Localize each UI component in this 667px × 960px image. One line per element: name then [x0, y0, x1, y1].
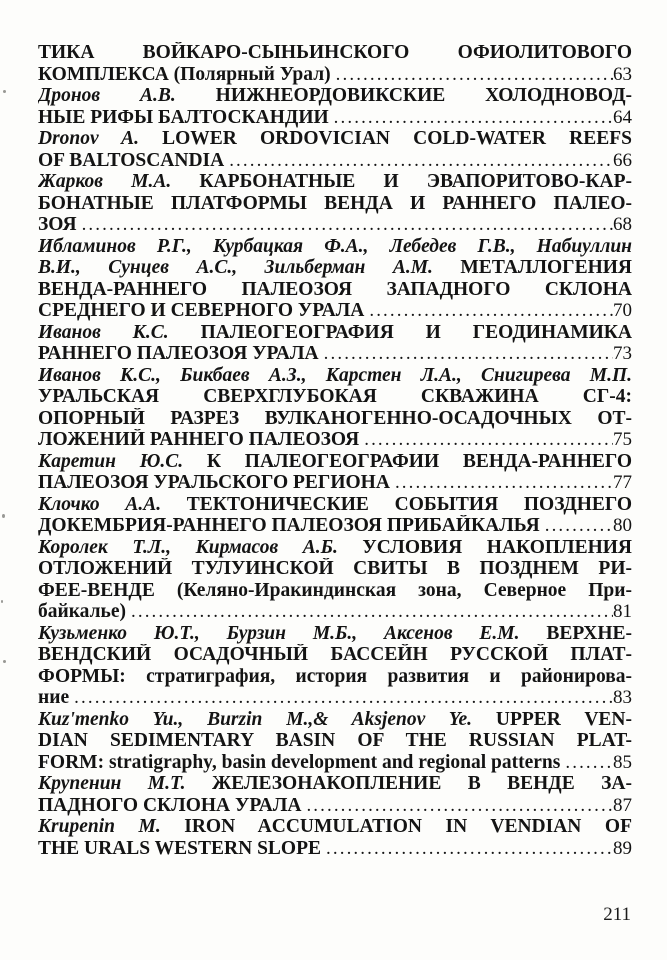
entry-title: ВЕРХНЕ-	[546, 622, 632, 644]
entry-title: ТЕКТОНИЧЕСКИЕ СОБЫТИЯ ПОЗДНЕГО	[186, 493, 632, 515]
toc-line	[38, 644, 632, 666]
entry-title: УСЛОВИЯ НАКОПЛЕНИЯ	[362, 536, 632, 558]
toc-line-text	[38, 730, 632, 751]
entry-authors: Ибламинов Р.Г., Курбацкая Ф.А., Лебедев Г.В., Набиуллин	[38, 235, 632, 257]
toc-line-text	[38, 128, 632, 149]
dot-leader	[565, 752, 613, 774]
dot-leader	[334, 107, 613, 129]
toc-line-text	[38, 429, 359, 451]
toc-line-text	[38, 666, 632, 687]
dot-leader	[229, 150, 613, 172]
toc-line	[38, 107, 632, 129]
entry-title: ВЕНДСКИЙ ОСАДОЧНЫЙ БАССЕЙН РУССКОЙ ПЛАТ-	[38, 644, 632, 665]
toc-line	[38, 752, 632, 774]
toc-line-text	[38, 494, 632, 515]
entry-title: LOWER ORDOVICIAN COLD-WATER REEFS	[162, 128, 632, 149]
toc-line-text	[38, 472, 390, 494]
dot-leader	[324, 343, 613, 365]
toc-line	[38, 773, 632, 795]
toc-line-text	[38, 365, 632, 386]
toc-entry	[38, 709, 632, 774]
entry-page-number: 81	[613, 601, 632, 622]
entry-authors: Королек Т.Л., Кирмасов А.Б.	[38, 536, 338, 558]
entry-page-number: 63	[613, 63, 632, 85]
toc-line-text	[38, 773, 632, 794]
toc-line	[38, 838, 632, 860]
toc-line-text	[38, 537, 632, 558]
entry-subtitle: стратиграфия, история развития и районирова-	[146, 665, 632, 687]
toc-line-text	[38, 816, 632, 837]
toc-line-text	[38, 795, 301, 817]
toc-line	[38, 408, 632, 430]
toc-entry	[38, 816, 632, 859]
entry-page-number: 87	[613, 794, 632, 816]
entry-title: КАРБОНАТНЫЕ И ЭВАПОРИТОВО-КАР-	[199, 171, 632, 192]
scan-speck	[3, 660, 6, 663]
toc-line	[38, 300, 632, 322]
entry-page-number: 64	[613, 106, 632, 128]
entry-page-number: 80	[613, 515, 632, 536]
entry-title: ОПОРНЫЙ РАЗРЕЗ ВУЛКАНОГЕННО-ОСАДОЧНЫХ ОТ-	[38, 407, 632, 429]
entry-title: THE URALS WESTERN SLOPE	[38, 837, 322, 859]
entry-title: РАННЕГО ПАЛЕОЗОЯ УРАЛА	[38, 343, 319, 364]
toc-line	[38, 128, 632, 150]
entry-title: ТИКА ВОЙКАРО-СЫНЬИНСКОГО ОФИОЛИТОВОГО	[38, 42, 632, 63]
entry-title: УРАЛЬСКАЯ СВЕРХГЛУБОКАЯ СКВАЖИНА СГ-4:	[38, 386, 632, 407]
toc-line-text	[38, 580, 632, 601]
toc-entry	[38, 85, 632, 128]
entry-page-number: 83	[613, 687, 632, 708]
toc-line	[38, 601, 632, 623]
toc-line-text	[38, 515, 540, 537]
entry-authors: Иванов К.С.	[38, 321, 169, 343]
toc-line	[38, 150, 632, 172]
entry-title: ЛОЖЕНИЙ РАННЕГО ПАЛЕОЗОЯ	[38, 429, 360, 450]
entry-subtitle: (Келяно-Иракиндинская зона, Северное При-	[176, 579, 632, 601]
toc-line-text	[38, 107, 329, 129]
scan-speck	[1, 600, 3, 603]
entry-title: ЗОЯ	[38, 214, 77, 235]
toc-line-text	[38, 42, 632, 63]
entry-authors: Kuz'menko Yu., Burzin M.,& Aksjenov Ye.	[38, 708, 473, 730]
entry-authors: Иванов К.С., Бикбаев А.З., Карстен Л.А., Снигирева М.П.	[38, 364, 632, 386]
toc-line	[38, 816, 632, 838]
toc-line-text	[38, 644, 632, 665]
entry-title: МЕТАЛЛОГЕНИЯ	[460, 257, 632, 278]
toc-line	[38, 322, 632, 344]
toc-line-text	[38, 601, 126, 623]
toc-line	[38, 515, 632, 537]
toc-line-text	[38, 214, 77, 236]
toc-line-text	[38, 709, 632, 730]
entry-page-number: 89	[613, 837, 632, 859]
toc-line	[38, 257, 632, 279]
entry-page-number: 75	[613, 429, 632, 450]
entry-page-number: 77	[613, 472, 632, 493]
entry-title: ПАЛЕОГЕОГРАФИЯ И ГЕОДИНАМИКА	[200, 321, 632, 343]
toc-entry	[38, 322, 632, 365]
entry-subtitle: (Полярный Урал)	[173, 63, 331, 85]
entry-subtitle: ние	[38, 687, 70, 708]
dot-leader	[74, 687, 613, 709]
entry-title: НЫЕ РИФЫ БАЛТОСКАНДИИ	[38, 106, 329, 128]
entry-title: К ПАЛЕОГЕОГРАФИИ ВЕНДА-РАННЕГО	[206, 450, 632, 472]
entry-title: OF BALTOSCANDIA	[38, 149, 225, 171]
entry-subtitle: stratigraphy, basin development and regional patterns	[108, 751, 561, 773]
dot-leader	[369, 300, 613, 322]
toc-line	[38, 193, 632, 215]
toc-entry	[38, 171, 632, 236]
entry-page-number: 66	[613, 149, 632, 171]
toc-line-text	[38, 558, 632, 579]
toc-line-text	[38, 150, 224, 172]
entry-authors: Каретин Ю.С.	[38, 450, 184, 472]
toc-entry	[38, 128, 632, 171]
dot-leader	[395, 472, 613, 494]
entry-title: ФОРМЫ:	[38, 665, 126, 687]
toc-line	[38, 666, 632, 688]
toc-entry	[38, 623, 632, 709]
entry-subtitle: байкалье)	[38, 601, 126, 622]
toc-line	[38, 279, 632, 301]
toc-line-text	[38, 408, 632, 429]
toc-line-text	[38, 257, 632, 278]
toc-line-text	[38, 85, 632, 106]
toc-line-text	[38, 171, 632, 192]
entry-authors: В.И., Сунцев А.С., Зильберман А.М.	[38, 257, 433, 278]
page-number-folio: 211	[603, 904, 631, 925]
toc-line-text	[38, 687, 69, 709]
toc-line	[38, 214, 632, 236]
toc-line-text	[38, 752, 560, 774]
dot-leader	[131, 601, 613, 623]
toc-line-text	[38, 322, 632, 343]
entry-page-number: 70	[613, 300, 632, 321]
dot-leader	[82, 214, 613, 236]
entry-title: ПАДНОГО СКЛОНА УРАЛА	[38, 794, 302, 816]
toc-line-text	[38, 300, 364, 322]
toc-line	[38, 85, 632, 107]
toc-line	[38, 472, 632, 494]
toc-line	[38, 365, 632, 387]
toc-line	[38, 42, 632, 64]
toc-line	[38, 623, 632, 645]
entry-title: ВЕНДА-РАННЕГО ПАЛЕОЗОЯ ЗАПАДНОГО СКЛОНА	[38, 278, 632, 300]
dot-leader	[545, 515, 613, 537]
toc-line-text	[38, 451, 632, 472]
entry-title: ОТЛОЖЕНИЙ ТУЛУИНСКОЙ СВИТЫ В ПОЗДНЕМ РИ-	[38, 558, 632, 579]
entry-title: IRON ACCUMULATION IN VENDIAN OF	[184, 816, 632, 837]
dot-leader	[364, 429, 613, 451]
entry-authors: Кузьменко Ю.Т., Бурзин М.Б., Аксенов Е.М.	[38, 622, 520, 644]
toc-line	[38, 795, 632, 817]
entry-title: ЖЕЛЕЗОНАКОПЛЕНИЕ В ВЕНДЕ ЗА-	[211, 773, 632, 794]
toc-entry	[38, 537, 632, 623]
toc-line	[38, 451, 632, 473]
entry-page-number: 85	[613, 751, 632, 773]
toc-line-text	[38, 193, 632, 214]
entry-title: FORM:	[38, 751, 105, 773]
toc-entry	[38, 365, 632, 451]
entry-authors: Dronov A.	[38, 128, 139, 149]
toc-entry	[38, 236, 632, 322]
toc-line-text	[38, 279, 632, 300]
toc-line	[38, 730, 632, 752]
dot-leader	[306, 795, 613, 817]
entry-page-number: 73	[613, 343, 632, 364]
scan-speck	[3, 90, 6, 93]
entry-title: НИЖНЕОРДОВИКСКИЕ ХОЛОДНОВОД-	[215, 85, 632, 106]
toc-line-text	[38, 623, 632, 644]
toc-entry	[38, 451, 632, 494]
toc-line-text	[38, 64, 331, 86]
toc-line	[38, 429, 632, 451]
entry-page-number: 68	[613, 214, 632, 235]
toc-entry	[38, 773, 632, 816]
toc-entry	[38, 494, 632, 537]
entry-title: ДОКЕМБРИЯ-РАННЕГО ПАЛЕОЗОЯ ПРИБАЙКАЛЬЯ	[38, 515, 540, 536]
toc-line	[38, 171, 632, 193]
toc-list	[38, 42, 632, 859]
toc-line-text	[38, 838, 321, 860]
toc-line	[38, 537, 632, 559]
entry-authors: Крупенин М.Т.	[38, 773, 186, 794]
toc-line-text	[38, 343, 319, 365]
entry-title: БОНАТНЫЕ ПЛАТФОРМЫ ВЕНДА И РАННЕГО ПАЛЕО-	[38, 192, 632, 214]
entry-title: DIAN SEDIMENTARY BASIN OF THE RUSSIAN PLAT-	[38, 730, 632, 751]
toc-line	[38, 343, 632, 365]
entry-title: ФЕЕ-ВЕНДЕ	[38, 579, 155, 601]
toc-line	[38, 494, 632, 516]
toc-line	[38, 64, 632, 86]
entry-title: КОМПЛЕКСА	[38, 63, 169, 85]
toc-line	[38, 580, 632, 602]
entry-title: UPPER VEN-	[495, 708, 632, 730]
entry-authors: Krupenin M.	[38, 816, 161, 837]
toc-entry	[38, 42, 632, 85]
scan-speck	[2, 514, 5, 518]
toc-line	[38, 236, 632, 258]
entry-authors: Жарков М.А.	[38, 171, 172, 192]
toc-line	[38, 386, 632, 408]
toc-line	[38, 687, 632, 709]
toc-line-text	[38, 386, 632, 407]
entry-authors: Дронов А.В.	[38, 85, 176, 106]
dot-leader	[336, 64, 613, 86]
entry-authors: Клочко А.А.	[38, 493, 162, 515]
dot-leader	[326, 838, 613, 860]
entry-title: СРЕДНЕГО И СЕВЕРНОГО УРАЛА	[38, 300, 365, 321]
toc-line	[38, 709, 632, 731]
toc-line	[38, 558, 632, 580]
entry-title: ПАЛЕОЗОЯ УРАЛЬСКОГО РЕГИОНА	[38, 472, 390, 493]
toc-line-text	[38, 236, 632, 257]
